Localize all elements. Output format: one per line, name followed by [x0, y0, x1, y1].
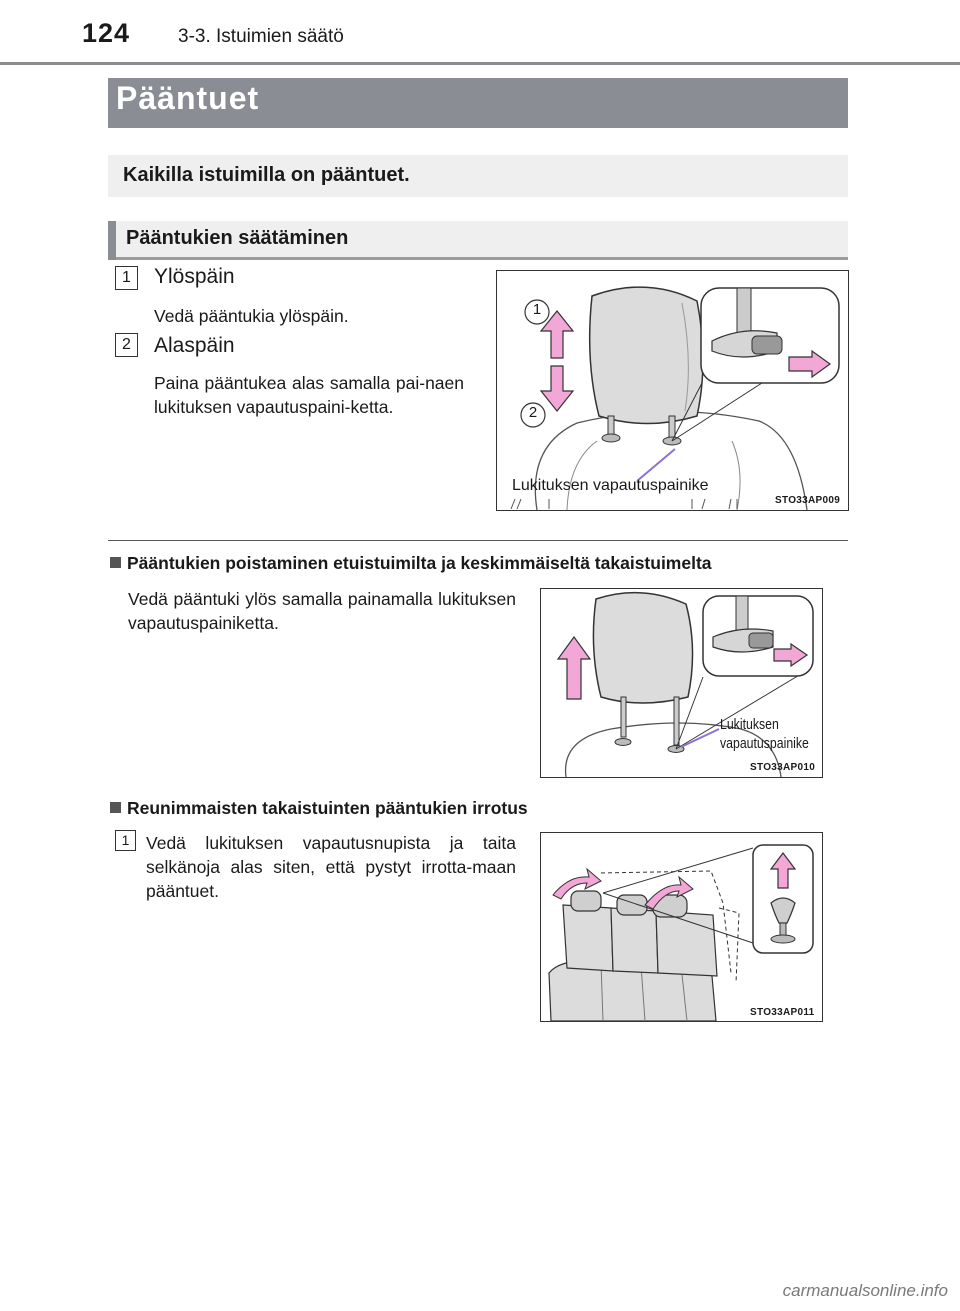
page-title: Pääntuet [116, 80, 260, 116]
step-number-1: 1 [115, 830, 136, 851]
item-heading-up: Ylöspäin [154, 265, 235, 288]
watermark: carmanualsonline.info [782, 1281, 948, 1300]
figure-code: STO33AP011 [750, 1007, 815, 1018]
figure-headrest-adjust [496, 270, 849, 511]
section-heading-text: Pääntukien poistaminen etuistuimilta ja keskimmäiseltä takaistuimelta [127, 553, 712, 573]
section-text-remove-rear: Vedä lukituksen vapautusnupista ja taita selkänoja alas siten, että pystyt irrotta-maan pääntuet. [146, 833, 516, 901]
figure-rear-seat [540, 832, 823, 1022]
running-head: 3-3. Istuimien säätö [178, 26, 344, 47]
section-heading-text: Reunimmaisten takaistuinten pääntukien irrotus [127, 798, 528, 818]
section-rule [108, 540, 848, 541]
release-button-label: Lukituksen vapautuspainike [512, 477, 709, 494]
callout-number-1: 1 [532, 301, 542, 318]
section-text-remove-front: Vedä pääntuki ylös samalla painamalla lukituksen vapautuspainiketta. [128, 589, 516, 633]
square-bullet-icon [110, 802, 121, 813]
release-button-label-line2: vapautuspainike [720, 735, 809, 752]
item-description-down: Paina pääntukea alas samalla pai-naen lukituksen vapautuspaini-ketta. [154, 373, 464, 417]
item-heading-down: Alaspäin [154, 334, 235, 357]
intro-text: Kaikilla istuimilla on pääntuet. [123, 164, 410, 186]
figure-headrest-remove [540, 588, 823, 778]
figure-code: STO33AP010 [750, 762, 816, 773]
rear-seat-illustration [541, 833, 822, 1021]
page-number: 124 [82, 18, 131, 48]
item-number-1: 1 [115, 266, 138, 290]
square-bullet-icon [110, 557, 121, 568]
subheading: Pääntukien säätäminen [126, 227, 349, 249]
item-description-up: Vedä pääntukia ylöspäin. [154, 306, 349, 326]
callout-number-2: 2 [528, 404, 538, 421]
section-heading-remove-rear [110, 798, 528, 819]
section-heading-remove-front [110, 553, 712, 574]
header-rule [0, 62, 960, 65]
release-button-label-line1: Lukituksen [720, 716, 779, 733]
item-number-2: 2 [115, 333, 138, 357]
headrest-adjust-illustration [497, 271, 848, 510]
figure-code: STO33AP009 [775, 495, 841, 506]
subheading-accent [108, 221, 116, 260]
